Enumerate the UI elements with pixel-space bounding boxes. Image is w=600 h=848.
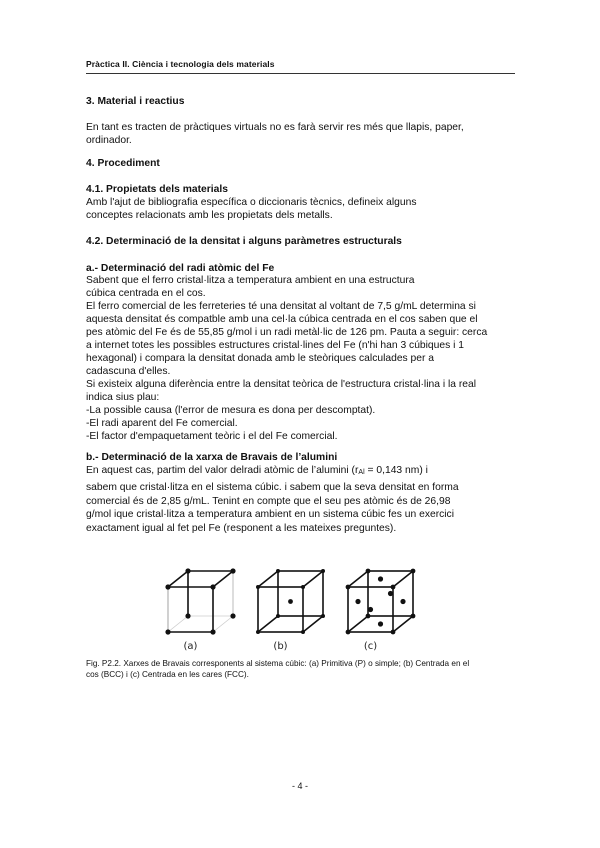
text-line: comercial és de 2,85 g/mL. Tenint en compte que el seu pes atòmic és de 26,98 <box>86 495 451 507</box>
text-line: sabem que cristal·litza en el sistema cúbic. i sabem que la seva densitat en forma <box>86 482 459 493</box>
figure-label-c: (c) <box>363 641 378 652</box>
text-fragment: = 0,143 nm) i <box>364 465 428 476</box>
section-3-title: 3. Material i reactius <box>86 96 185 107</box>
text-line: aquesta densitat és compatble amb una cel·la cúbica centrada en el cos saben que el <box>86 314 478 325</box>
section-b-body-cont <box>86 481 526 535</box>
bravais-lattice-figure <box>150 548 460 654</box>
text-line: pes atòmic del Fe és de 55,85 g/mol i un radi metàl·lic de 126 pm. Pauta a seguir: cerca <box>86 327 488 338</box>
text-line: conceptes relacionats amb les propietats dels metalls. <box>86 210 333 221</box>
text-line: indica sius plau: <box>86 392 160 403</box>
section-4-title: 4. Procediment <box>86 158 160 169</box>
section-4-1-body <box>86 196 526 222</box>
text-line: ordinador. <box>86 135 132 146</box>
cubic-primitive-diagram <box>168 571 233 632</box>
caption-line: cos (BCC) i (c) Centrada en les cares (FCC). <box>86 669 249 679</box>
subscript: Al <box>358 469 365 476</box>
section-3-body <box>86 121 526 147</box>
text-line: g/mol ique cristal·litza a temperatura ambient en un sistema cúbic fes un exercici <box>86 509 454 520</box>
header-rule <box>86 73 515 74</box>
section-b-body <box>86 464 526 479</box>
text-line: El ferro comercial de les ferreteries té una densitat al voltant de 7,5 g/mL determina si <box>86 301 476 312</box>
text-line: hexagonal) i compara la densitat donada amb le steòriques calculades per a <box>86 353 435 364</box>
text-line: cadascuna d'elles. <box>86 366 171 377</box>
text-line: a internet totes les possibles estructures cristal·lines del Fe (n'hi han 3 cúbiques i 1 <box>86 340 464 351</box>
section-a-title: a.- Determinació del radi atòmic del Fe <box>86 263 275 274</box>
figure-label-b: (b) <box>273 641 288 652</box>
caption-line: Fig. P2.2. Xarxes de Bravais corresponents al sistema cúbic: (a) Primitiva (P) o simple; (b) Centrada en el <box>86 659 470 668</box>
page-header: Pràctica II. Ciència i tecnologia dels materials <box>86 59 275 69</box>
text-line: -El factor d'empaquetament teòric i el del Fe comercial. <box>86 431 338 442</box>
section-a-body <box>86 274 526 443</box>
text-line: -La possible causa (l'error de mesura es dona per descomptat). <box>86 405 376 416</box>
text-fragment: En aquest cas, partim del valor delradi atòmic de l’alumini (r <box>86 465 359 476</box>
text-line: En tant es tracten de pràctiques virtuals no es farà servir res més que llapis, paper, <box>86 122 464 133</box>
text-line: Amb l'ajut de bibliografia específica o diccionaris tècnics, defineix alguns <box>86 197 417 208</box>
text-line: exactament igual al fet pel Fe (responent a les mateixes preguntes). <box>86 522 397 534</box>
figure-caption <box>86 659 526 680</box>
text-line: Si existeix alguna diferència entre la densitat teòrica de l'estructura cristal·lina i la real <box>86 379 477 390</box>
text-line: cúbica centrada en el cos. <box>86 288 206 299</box>
text-line: -El radi aparent del Fe comercial. <box>86 418 238 429</box>
section-b-title: b.- Determinació de la xarxa de Bravais de l’alumini <box>86 452 338 463</box>
section-4-1-title: 4.1. Propietats dels materials <box>86 184 228 195</box>
figure-label-a: (a) <box>183 641 198 652</box>
section-4-2-title: 4.2. Determinació de la densitat i alguns paràmetres estructurals <box>86 236 402 247</box>
text-line: Sabent que el ferro cristal·litza a temperatura ambient en una estructura <box>86 275 415 286</box>
atom-dots-b <box>256 569 325 634</box>
page-number: - 4 - <box>291 781 308 791</box>
text-line <box>86 464 526 479</box>
